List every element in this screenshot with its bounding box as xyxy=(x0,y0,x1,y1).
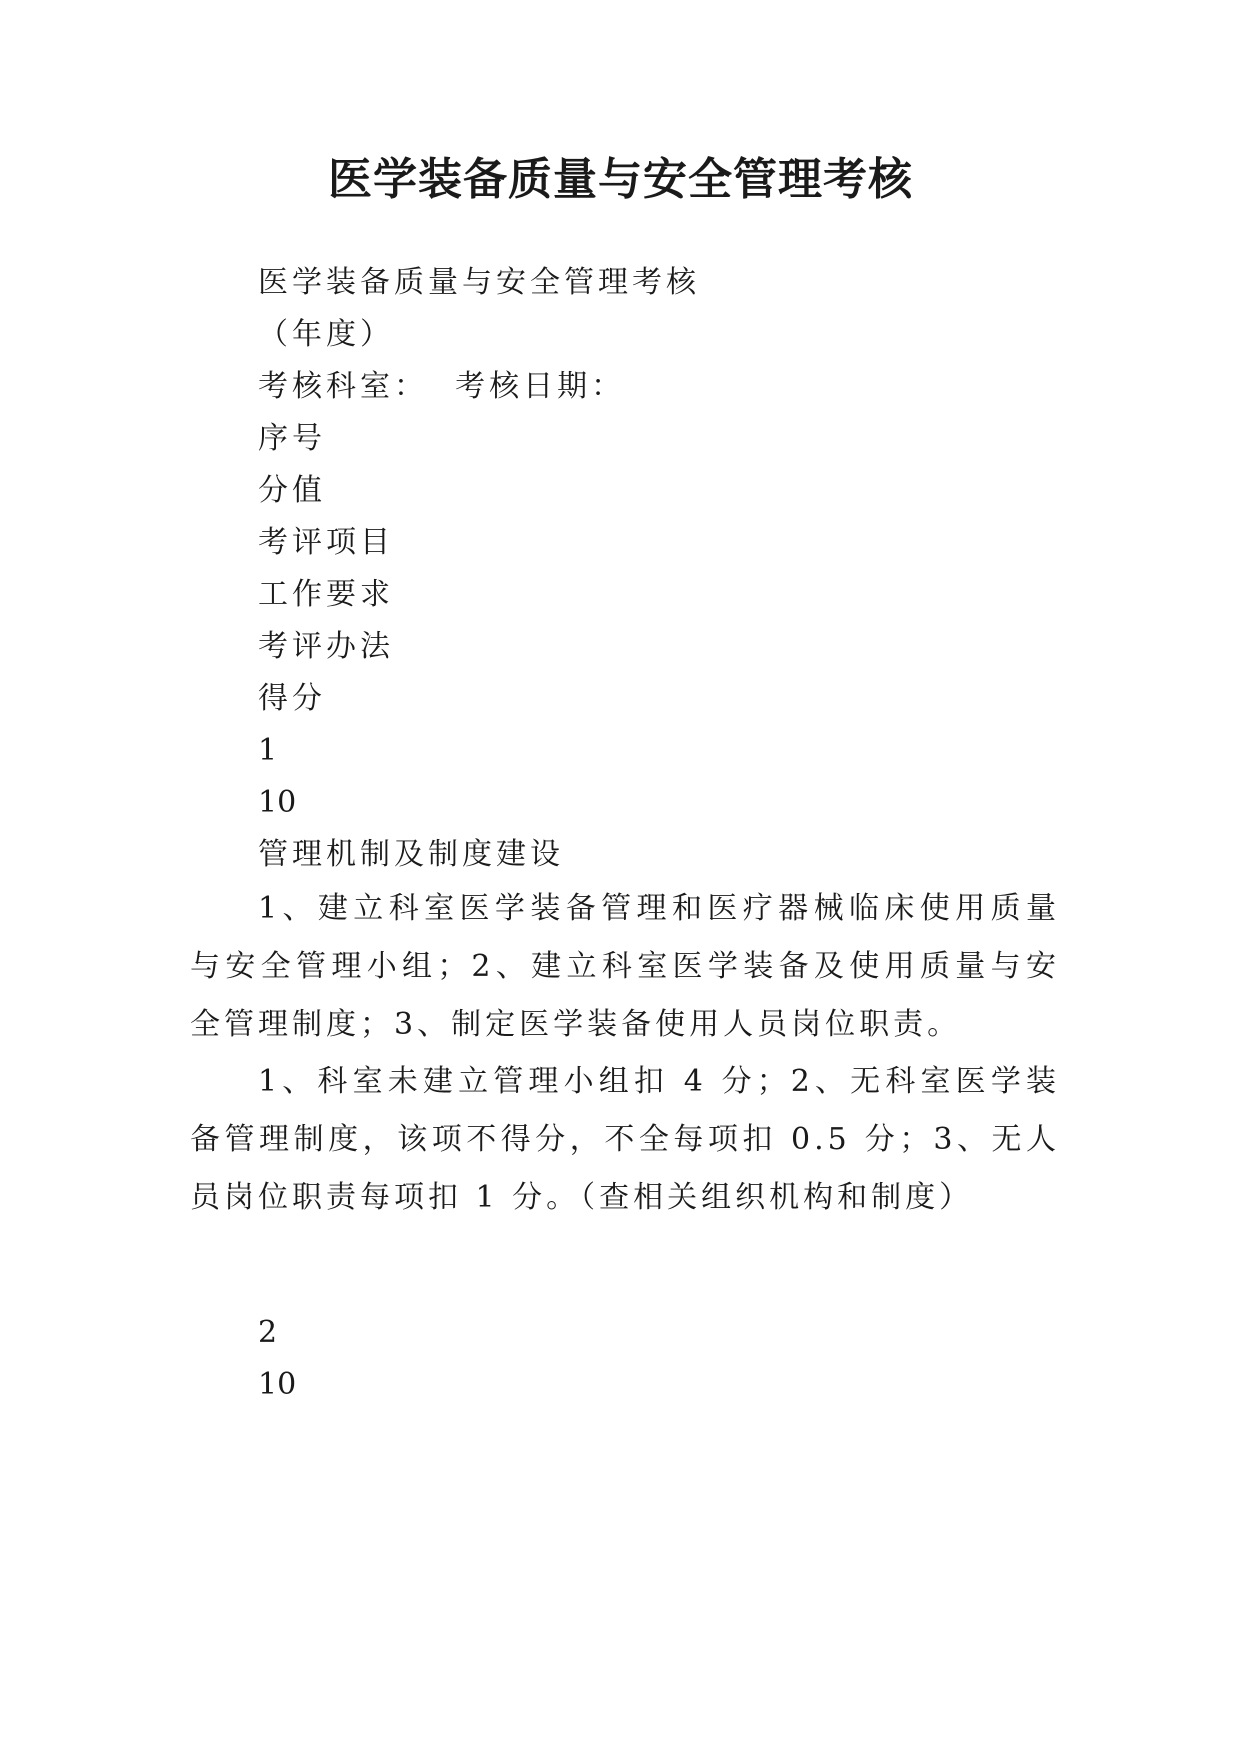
row-2-score-value: 10 xyxy=(258,1367,297,1402)
header-method: 考评办法 xyxy=(258,629,394,664)
row-1-serial: 1 xyxy=(258,733,278,768)
header-score: 得分 xyxy=(258,681,326,716)
row-1-item: 管理机制及制度建设 xyxy=(258,837,564,872)
row-2-serial: 2 xyxy=(258,1315,278,1350)
document-subtitle: 医学装备质量与安全管理考核 xyxy=(258,265,700,300)
document-title: 医学装备质量与安全管理考核 xyxy=(328,154,913,205)
header-requirements: 工作要求 xyxy=(258,577,394,612)
row-1-requirements: 1、建立科室医学装备管理和医疗器械临床使用质量与安全管理小组；2、建立科室医学装备及使用质量与安全管理制度；3、制定医学装备使用人员岗位职责。 xyxy=(190,891,1060,1042)
dept-date-line: 考核科室： 考核日期： xyxy=(258,369,626,404)
header-item: 考评项目 xyxy=(258,525,394,560)
header-score-value: 分值 xyxy=(258,473,326,508)
header-serial: 序号 xyxy=(258,421,326,456)
row-1-score-value: 10 xyxy=(258,785,297,820)
row-1-method: 1、科室未建立管理小组扣 4 分；2、无科室医学装备管理制度，该项不得分，不全每项扣 0.5 分；3、无人员岗位职责每项扣 1 分。（查相关组织机构和制度） xyxy=(190,1064,1060,1215)
year-line: （年度） xyxy=(258,317,394,352)
